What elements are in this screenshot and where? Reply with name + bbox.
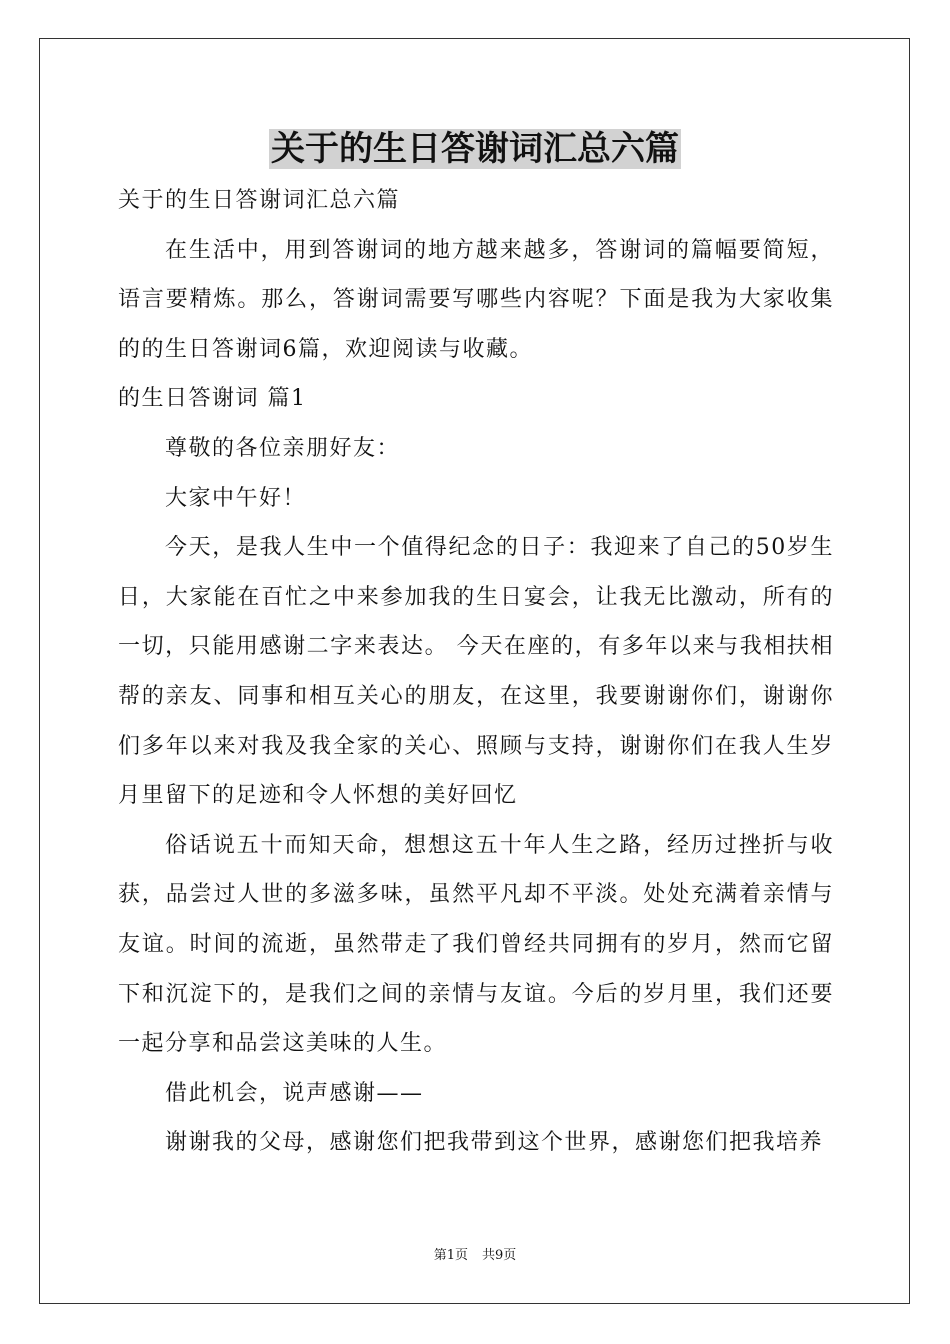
body-paragraph: 俗话说五十而知天命，想想这五十年人生之路，经历过挫折与收获，品尝过人世的多滋多味，虽然平凡却不平淡。处处充满着亲情与友谊。时间的流逝，虽然带走了我们曾经共同拥有的岁月，然而它留下和沉淀下的，是我们之间的亲情与友谊。今后的岁月里，我们还要一起分享和品尝这美味的人生。	[118, 832, 834, 1057]
document-body	[118, 176, 834, 1168]
page-footer	[0, 1246, 950, 1266]
greeting: 大家中午好！	[165, 485, 307, 511]
intro-paragraph: 在生活中，用到答谢词的地方越来越多，答谢词的篇幅要简短，语言要精炼。那么，答谢词需要写哪些内容呢？下面是我为大家收集的的生日答谢词6篇，欢迎阅读与收藏。	[118, 237, 834, 362]
section-heading-1: 的生日答谢词 篇1	[118, 386, 307, 412]
page-number: 第1页	[433, 1248, 468, 1263]
body-paragraph: 今天，是我人生中一个值得纪念的日子：我迎来了自己的50岁生日，大家能在百忙之中来参加我的生日宴会，让我无比激动，所有的一切，只能用感谢二字来表达。 今天在座的，有多年以来与我相扶相帮的亲友、同事和相互关心的朋友，在这里，我要谢谢你们，谢谢你们多年以来对我及我全家的关心、照顾与支持，谢谢你们在我人生岁月里留下的足迹和令人怀想的美好回忆	[118, 535, 834, 809]
document-title-text: 关于的生日答谢词汇总六篇	[271, 129, 679, 169]
body-heading: 关于的生日答谢词汇总六篇	[118, 188, 401, 213]
salutation: 尊敬的各位亲朋好友：	[165, 435, 401, 461]
body-paragraph: 谢谢我的父母，感谢您们把我带到这个世界，感谢您们把我培养	[165, 1130, 824, 1156]
body-paragraph: 借此机会，说声感谢——	[165, 1080, 424, 1106]
page-total: 共9页	[482, 1248, 517, 1263]
document-title	[0, 124, 950, 174]
